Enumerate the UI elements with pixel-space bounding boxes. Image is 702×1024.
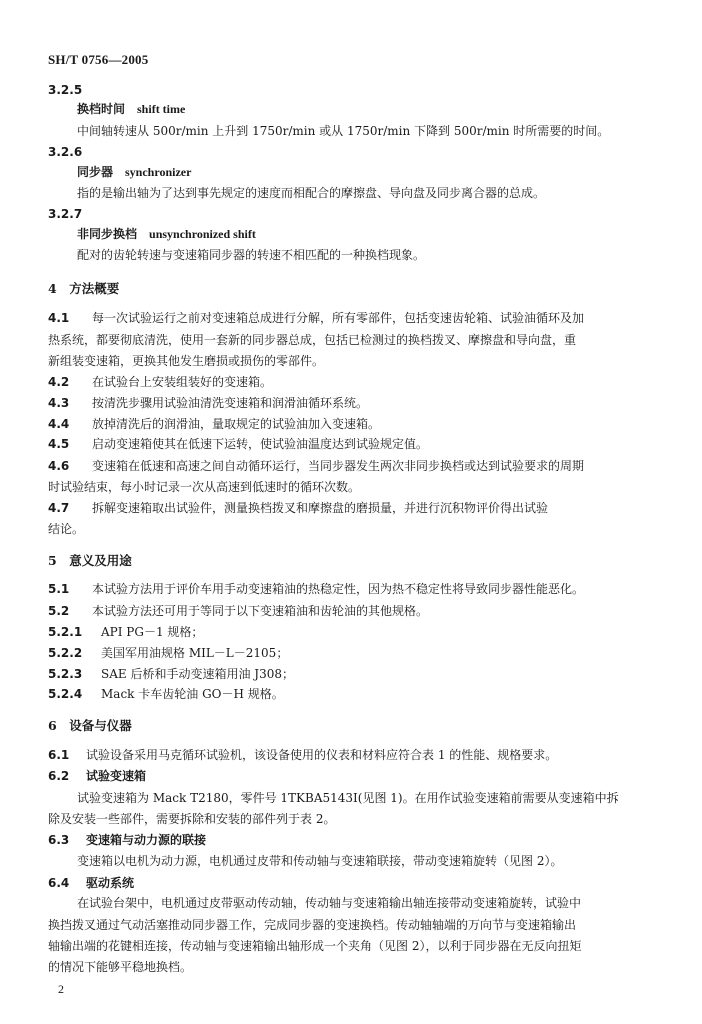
section-heading-6: 6 设备与仪器 <box>48 718 132 733</box>
term-en: shift time <box>137 102 186 116</box>
subheading-6-3: 变速箱与动力源的联接 <box>86 833 207 847</box>
paragraph-4-1-line-2: 热系统，都要彻底清洗，使用一套新的同步器总成，包括已检测过的换档拨叉、摩擦盘和导向盘，重 <box>48 333 577 347</box>
term-en: unsynchronized shift <box>149 227 256 241</box>
term-cn: 同步器 <box>77 165 114 179</box>
clause-number-5-2-1: 5.2.1 <box>48 625 83 639</box>
paragraph-6-4-line-1: 在试验台架中，电机通过皮带驱动传动轴，传动轴与变速箱输出轴连接带动变速箱旋转，试验中 <box>77 896 582 910</box>
paragraph-6-4-line-2: 换挡拨叉通过气动活塞推动同步器工作，完成同步器的变速换档。传动轴轴端的万向节与变速箱输出 <box>48 918 577 932</box>
clause-number-3-2-6: 3.2.6 <box>48 145 83 159</box>
paragraph-6-4-line-4: 的情况下能够平稳地换档。 <box>48 960 193 974</box>
paragraph-4-6-line-2: 时试验结束，每小时记录一次从高速到低速时的循环次数。 <box>48 480 361 494</box>
term-cn: 换档时间 <box>77 102 126 116</box>
clause-number-4-3: 4.3 <box>48 396 70 410</box>
paragraph-6-2-line-1: 试验变速箱为 Mack T2180，零件号 1TKBA5143I(见图 1)。在用作试验变速箱前需要从变速箱中拆 <box>77 791 619 805</box>
term-shift-time <box>77 102 185 117</box>
term-en: synchronizer <box>125 165 192 179</box>
paragraph-4-7-line-1: 拆解变速箱取出试验件，测量换档拨叉和摩擦盘的磨损量，并进行沉积物评价得出试验 <box>92 501 549 515</box>
paragraph-4-5: 启动变速箱使其在低速下运转，使试验油温度达到试验规定值。 <box>92 437 429 451</box>
paragraph-5-2-3: SAE 后桥和手动变速箱用油 J308； <box>101 667 294 681</box>
subheading-6-4: 驱动系统 <box>86 876 135 890</box>
definition-shift-time: 中间轴转速从 500r/min 上升到 1750r/min 或从 1750r/min 下降到 500r/min 时所需要的时间。 <box>77 124 610 138</box>
paragraph-5-1: 本试验方法用于评价车用手动变速箱油的热稳定性，因为热不稳定性将导致同步器性能恶化。 <box>92 582 585 596</box>
clause-number-5-2: 5.2 <box>48 604 70 618</box>
term-cn: 非同步换档 <box>77 227 138 241</box>
paragraph-4-7-line-2: 结论。 <box>48 522 85 536</box>
paragraph-4-3: 按清洗步骤用试验油清洗变速箱和润滑油循环系统。 <box>92 396 369 410</box>
clause-number-5-1: 5.1 <box>48 582 70 596</box>
subheading-6-2: 试验变速箱 <box>86 769 147 783</box>
clause-number-4-7: 4.7 <box>48 501 70 515</box>
section-heading-4: 4 方法概要 <box>48 281 120 296</box>
paragraph-5-2-1: API PG－1 规格； <box>101 625 204 639</box>
clause-number-6-4: 6.4 <box>48 876 70 890</box>
paragraph-5-2-2: 美国军用油规格 MIL－L－2105； <box>101 646 289 660</box>
definition-unsynchronized-shift: 配对的齿轮转速与变速箱同步器的转速不相匹配的一种换档现象。 <box>77 248 426 262</box>
clause-number-5-2-3: 5.2.3 <box>48 667 83 681</box>
paragraph-6-3-line-1: 变速箱以电机为动力源，电机通过皮带和传动轴与变速箱联接，带动变速箱旋转（见图 2）。 <box>77 854 563 868</box>
clause-number-4-4: 4.4 <box>48 417 70 431</box>
paragraph-4-1-line-1: 每一次试验运行之前对变速箱总成进行分解，所有零部件，包括变速齿轮箱、试验油循环及加 <box>92 311 585 325</box>
paragraph-4-1-line-3: 新组装变速箱，更换其他发生磨损或损伤的零部件。 <box>48 354 325 368</box>
paragraph-6-1: 试验设备采用马克循环试验机，该设备使用的仪表和材料应符合表 1 的性能、规格要求。 <box>86 748 558 762</box>
clause-number-5-2-4: 5.2.4 <box>48 687 83 701</box>
page-number: 2 <box>58 982 64 996</box>
term-synchronizer <box>77 165 191 180</box>
clause-number-4-6: 4.6 <box>48 459 70 473</box>
clause-number-6-1: 6.1 <box>48 748 70 762</box>
clause-number-4-5: 4.5 <box>48 437 70 451</box>
paragraph-5-2: 本试验方法还可用于等同于以下变速箱油和齿轮油的其他规格。 <box>92 604 429 618</box>
clause-number-6-3: 6.3 <box>48 833 70 847</box>
standard-header: SH/T 0756—2005 <box>48 52 149 67</box>
clause-number-4-1: 4.1 <box>48 311 70 325</box>
definition-synchronizer: 指的是输出轴为了达到事先规定的速度而相配合的摩擦盘、导向盘及同步离合器的总成。 <box>77 186 546 200</box>
paragraph-4-2: 在试验台上安装组装好的变速箱。 <box>92 375 273 389</box>
paragraph-5-2-4: Mack 卡车齿轮油 GO－H 规格。 <box>101 687 284 701</box>
clause-number-3-2-7: 3.2.7 <box>48 207 83 221</box>
section-heading-5: 5 意义及用途 <box>48 553 132 568</box>
paragraph-6-4-line-3: 轴输出端的花键相连接，传动轴与变速箱输出轴形成一个夹角（见图 2），以利于同步器在无反向扭矩 <box>48 939 582 953</box>
clause-number-5-2-2: 5.2.2 <box>48 646 83 660</box>
paragraph-4-4: 放掉清洗后的润滑油，量取规定的试验油加入变速箱。 <box>92 417 381 431</box>
term-unsynchronized-shift <box>77 227 256 242</box>
clause-number-3-2-5: 3.2.5 <box>48 83 83 97</box>
paragraph-6-2-line-2: 除及安装一些部件，需要拆除和安装的部件列于表 2。 <box>48 812 336 826</box>
paragraph-4-6-line-1: 变速箱在低速和高速之间自动循环运行，当同步器发生两次非同步换档或达到试验要求的周期 <box>92 459 585 473</box>
clause-number-4-2: 4.2 <box>48 375 70 389</box>
clause-number-6-2: 6.2 <box>48 769 70 783</box>
